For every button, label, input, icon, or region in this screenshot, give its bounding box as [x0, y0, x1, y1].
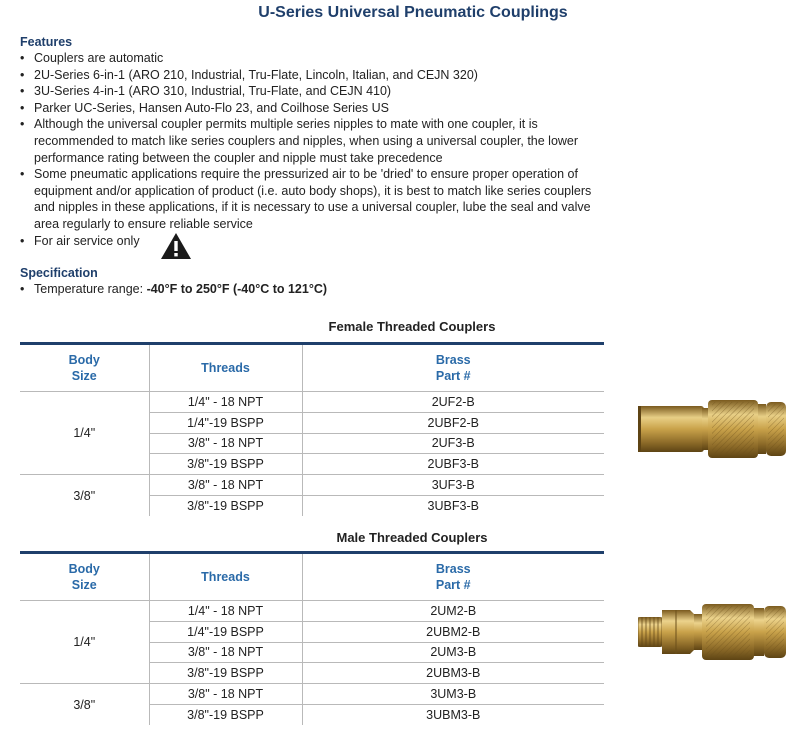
part-number-cell: 2UM2-B [302, 601, 604, 622]
specification-list [20, 281, 610, 298]
part-number-cell: 2UF2-B [302, 392, 604, 413]
male-coupler-image [636, 600, 788, 664]
feature-item: • For air service only [20, 233, 610, 250]
body-header-label: Body [68, 353, 100, 367]
body-size-cell: 3/8" [20, 475, 149, 517]
table-header-row [20, 344, 604, 392]
part-number-cell: 2UBF2-B [302, 412, 604, 433]
feature-item: • Although the universal coupler permits multiple series nipples to mate with one coupler, it is recommended to match like series couplers and nipples, when using a universal coupler, the lower performance rating between the coupler and nipple must take precedence [20, 116, 610, 166]
thread-cell: 1/4" - 18 NPT [149, 601, 302, 622]
temperature-label: Temperature range: [34, 282, 147, 296]
brass-header-label: Brass [435, 562, 471, 576]
thread-cell: 1/4"-19 BSPP [149, 412, 302, 433]
temperature-range [20, 281, 610, 298]
page-title: U-Series Universal Pneumatic Couplings [258, 4, 568, 21]
body-header-label: Body [68, 562, 100, 576]
feature-item: • 3U-Series 4-in-1 (ARO 310, Industrial, Tru-Flate, and CEJN 410) [20, 83, 610, 100]
female-couplers-table [20, 342, 604, 516]
feature-item: • Parker UC-Series, Hansen Auto-Flo 23, and Coilhose Series US [20, 100, 610, 117]
feature-item: • Couplers are automatic [20, 50, 610, 67]
part-number-cell: 2UBM3-B [302, 663, 604, 684]
table-row [20, 684, 604, 705]
male-couplers-table [20, 551, 604, 725]
thread-cell: 3/8"-19 BSPP [149, 704, 302, 725]
body-size-cell: 1/4" [20, 392, 149, 475]
feature-item: • 2U-Series 6-in-1 (ARO 210, Industrial, Tru-Flate, Lincoln, Italian, and CEJN 320) [20, 67, 610, 84]
part-number-cell: 2UF3-B [302, 433, 604, 454]
body-size-cell: 1/4" [20, 601, 149, 684]
part-number-cell: 3UBF3-B [302, 495, 604, 516]
specification-heading: Specification [20, 266, 98, 280]
temperature-value: -40°F to 250°F (-40°C to 121°C) [146, 282, 328, 296]
brass-part-header [302, 344, 604, 392]
size-header-label: Size [71, 369, 97, 383]
thread-cell: 3/8"-19 BSPP [149, 454, 302, 475]
thread-cell: 3/8" - 18 NPT [149, 433, 302, 454]
body-size-header [20, 553, 149, 601]
part-number-cell: 2UBF3-B [302, 454, 604, 475]
part-number-cell: 3UM3-B [302, 684, 604, 705]
part-header-label: Part # [435, 578, 471, 592]
part-header-label: Part # [435, 369, 471, 383]
female-coupler-image [636, 396, 788, 462]
body-size-cell: 3/8" [20, 684, 149, 726]
table-row [20, 475, 604, 496]
threads-header: Threads [149, 344, 302, 392]
threads-header: Threads [149, 553, 302, 601]
thread-cell: 3/8" - 18 NPT [149, 684, 302, 705]
thread-cell: 3/8" - 18 NPT [149, 642, 302, 663]
features-list [20, 50, 610, 249]
body-size-header [20, 344, 149, 392]
features-heading: Features [20, 35, 73, 49]
part-number-cell: 2UBM2-B [302, 621, 604, 642]
thread-cell: 1/4" - 18 NPT [149, 392, 302, 413]
male-table-title: Male Threaded Couplers [336, 530, 488, 545]
table-header-row [20, 553, 604, 601]
brass-header-label: Brass [435, 353, 471, 367]
part-number-cell: 3UF3-B [302, 475, 604, 496]
part-number-cell: 2UM3-B [302, 642, 604, 663]
thread-cell: 3/8"-19 BSPP [149, 663, 302, 684]
table-row [20, 601, 604, 622]
warning-icon [160, 232, 192, 260]
feature-item: • Some pneumatic applications require the pressurized air to be 'dried' to ensure proper operation of equipment and/or application of product (i.e. auto body shops), it is best to match like series couplers and nipples in these applications, if it is necessary to use a universal coupler, lube the seal and valve area regularly to ensure reliable service [20, 166, 610, 232]
thread-cell: 1/4"-19 BSPP [149, 621, 302, 642]
table-row [20, 392, 604, 413]
female-table-title: Female Threaded Couplers [328, 319, 496, 334]
size-header-label: Size [71, 578, 97, 592]
thread-cell: 3/8" - 18 NPT [149, 475, 302, 496]
thread-cell: 3/8"-19 BSPP [149, 495, 302, 516]
part-number-cell: 3UBM3-B [302, 704, 604, 725]
brass-part-header [302, 553, 604, 601]
